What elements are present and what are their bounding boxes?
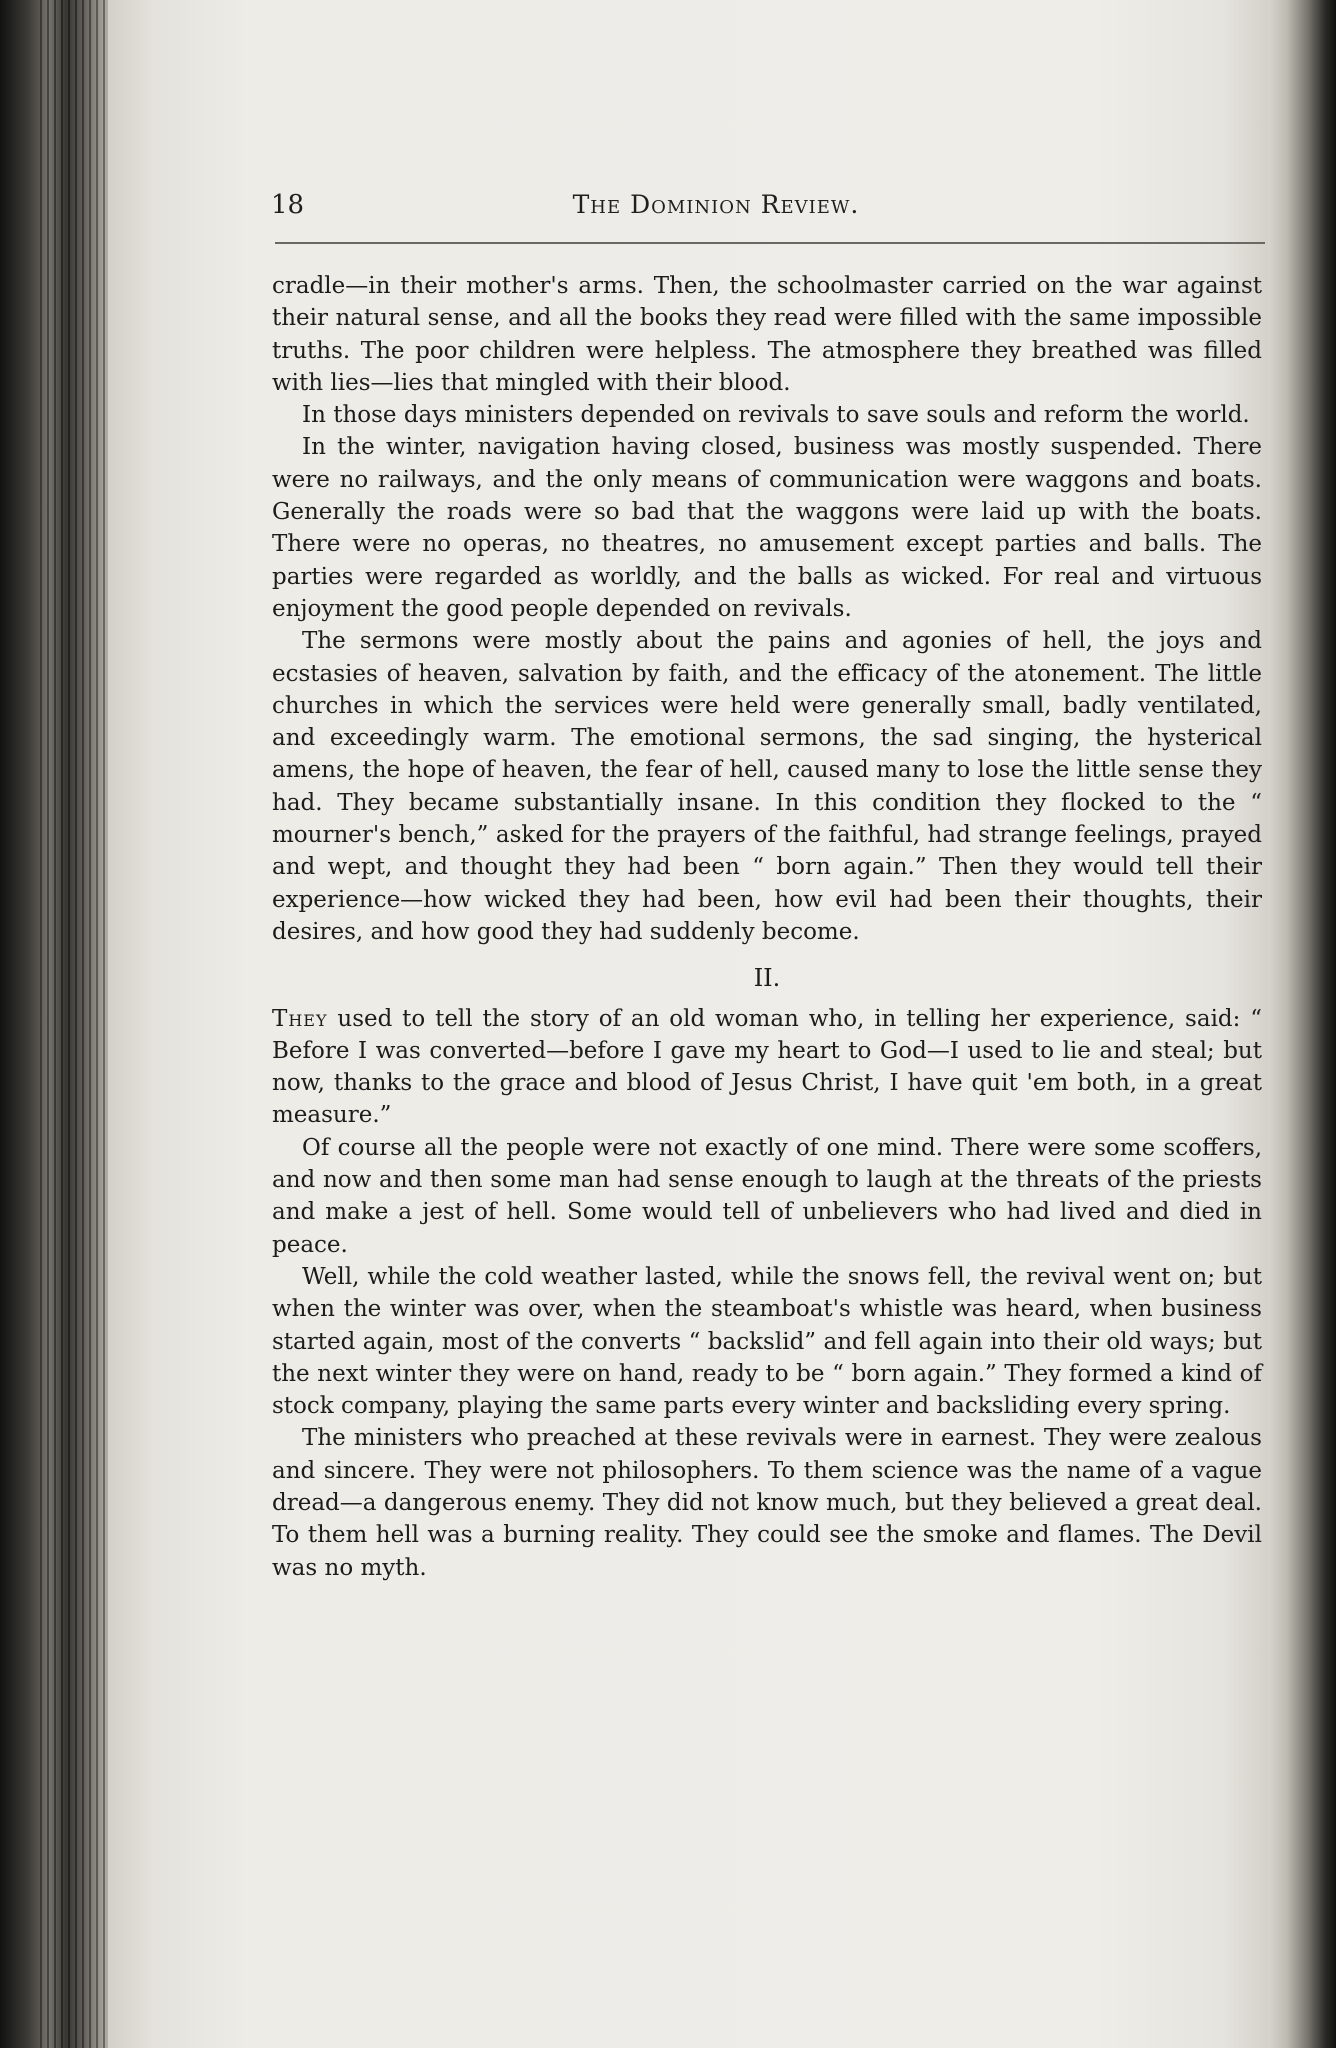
page-header: [166, 190, 1266, 234]
paragraph: The sermons were mostly about the pains and agonies of hell, the joys and ecstasies of heaven, salvation by faith, and the efficacy of the atonement. The little churches in which the services were held were generally small, badly ventilated, and exceedingly warm. The emotional sermons, the sad singing, the hysterical amens, the hope of heaven, the fear of hell, caused many to lose the little sense they had. They became substantially insane. In this condition they flocked to the “ mourner's bench,” asked for the prayers of the faithful, had strange feelings, prayed and wept, and thought they had been “ born again.” Then they would tell their experience—how wicked they had been, how evil had been their thoughts, their desires, and how good they had suddenly become.: [272, 628, 1262, 945]
paragraph: Of course all the people were not exactly of one mind. There were some scoffers, and now and then some man had sense enough to laugh at the threats of the priests and make a jest of hell. Some would tell of unbelievers who had lived and died in peace.: [272, 1134, 1262, 1258]
page-number: 18: [271, 190, 305, 220]
paragraph: In the winter, navigation having closed, business was mostly suspended. There were no railways, and the only means of communication were waggons and boats. Generally the roads were so bad that the waggons were laid up with the boats. There were no operas, no theatres, no amusement except parties and balls. The parties were regarded as worldly, and the balls as wicked. For real and virtuous enjoyment the good people depended on revivals.: [272, 434, 1262, 622]
section-opening-word: They: [272, 1005, 328, 1032]
running-title: The Dominion Review.: [572, 190, 860, 219]
paragraph: The ministers who preached at these revivals were in earnest. They were zealous and sincere. They were not philosophers. To them science was the name of a vague dread—a dangerous enemy. They did not know much, but they believed a great deal. To them hell was a burning reality. They could see the smoke and flames. The Devil was no myth.: [272, 1425, 1262, 1581]
body-text: [272, 270, 1262, 1584]
paragraph: Well, while the cold weather lasted, while the snows fell, the revival went on; but when the winter was over, when the steamboat's whistle was heard, when business started again, most of the converts “ backslid” and fell again into their old ways; but the next winter they were on hand, ready to be “ born again.” They formed a kind of stock company, playing the same parts every winter and backsliding every spring.: [272, 1263, 1262, 1420]
paragraph: [272, 1003, 1262, 1132]
paragraph-text: used to tell the story of an old woman who, in telling her experience, said: “ Before I was converted—before I gave my heart to God—I used to lie and steal; but now, thanks to the grace and blood of Jesus Christ, I have quit 'em both, in a great measure.”: [272, 1005, 1262, 1129]
section-number: II.: [753, 964, 781, 993]
header-rule: [275, 242, 1265, 244]
page-stack-edge: [40, 0, 110, 2048]
page-right-shadow: [1266, 0, 1336, 2048]
paragraph: cradle—in their mother's arms. Then, the schoolmaster carried on the war against their natural sense, and all the books they read were filled with the same impossible truths. The poor children were helpless. The atmosphere they breathed was filled with lies—lies that mingled with their blood.: [272, 273, 1262, 396]
paragraph: In those days ministers depended on revivals to save souls and reform the world.: [302, 402, 1250, 429]
